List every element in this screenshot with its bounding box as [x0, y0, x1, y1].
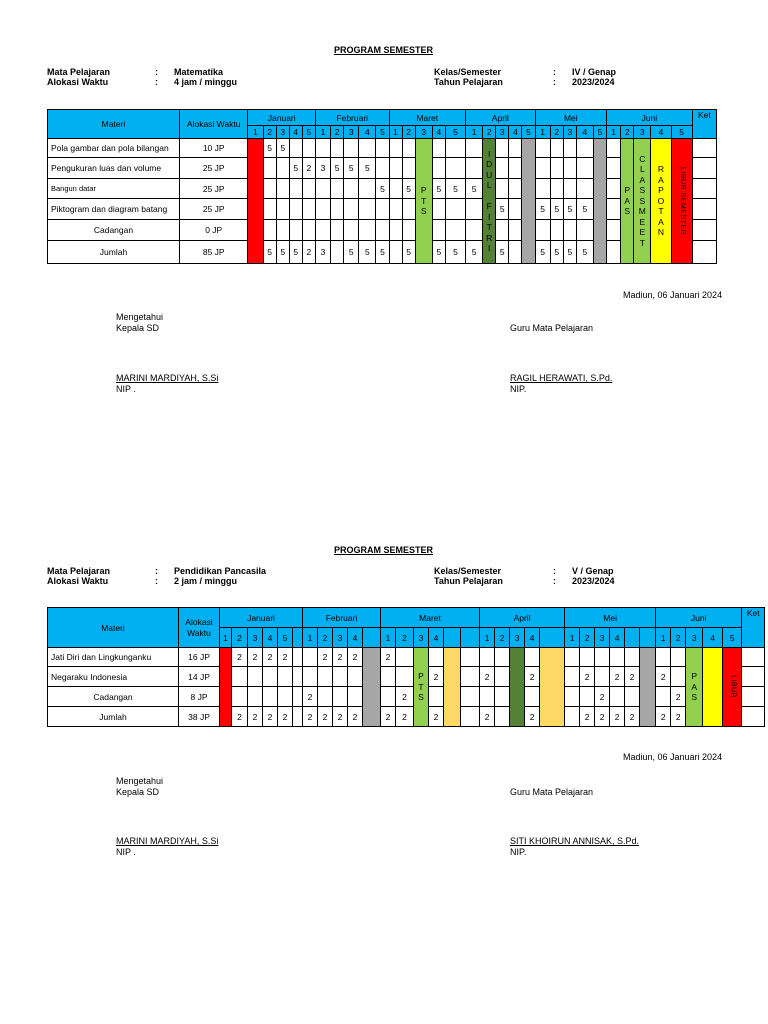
month-header: Juni [656, 608, 742, 628]
pas-label: P A S [624, 185, 631, 217]
doc1-colon: : [553, 67, 556, 77]
doc1-title: PROGRAM SEMESTER [334, 45, 434, 55]
doc2-kepala: Kepala SD [116, 787, 160, 797]
doc2-table [47, 607, 765, 727]
materi-cell: Negaraku Indonesia [48, 667, 179, 687]
doc2-colon: : [155, 566, 158, 576]
jp-cell: 10 JP [179, 139, 247, 158]
doc1-colon: : [155, 67, 158, 77]
materi-cell: Jumlah [48, 241, 180, 264]
week-header-row: 1 2 3 4 5 1 2 3 4 5 1 2 3 4 5 1 2 3 4 5 1 2 3 4 5 1 2 3 4 5 [48, 126, 717, 139]
doc1-kepala: Kepala SD [116, 323, 160, 333]
doc1-mapel-value: Matematika [174, 67, 224, 77]
jp-cell: 0 JP [179, 220, 247, 241]
doc1-kelas-label: Kelas/Semester [434, 67, 502, 77]
doc1-guru-name: RAGIL HERAWATI, S.Pd. [510, 373, 613, 383]
doc2-kelas-label: Kelas/Semester [434, 566, 502, 576]
doc1-mapel-label: Mata Pelajaran [47, 67, 111, 77]
jp-cell: 25 JP [179, 158, 247, 179]
month-header: April [480, 608, 565, 628]
jp-cell: 85 JP [179, 241, 247, 264]
table-row: Negaraku Indonesia 14 JP 2 2 2 2 2 2 2 [48, 667, 765, 687]
doc2-kelas-value: V / Genap [572, 566, 614, 576]
doc1-tahun-value: 2023/2024 [572, 77, 615, 87]
table-row: Pola gambar dan pola bilangan 10 JP 5 5 P T S I D U L F I T R I P A S C L A S S M E E T R A P O T A N LIBUR SEMESTER [48, 139, 717, 158]
doc2-mengetahui: Mengetahui [116, 776, 164, 786]
doc1-colon: : [155, 77, 158, 87]
materi-cell: Cadangan [48, 687, 179, 707]
materi-cell: Jumlah [48, 707, 179, 727]
jp-cell: 8 JP [179, 687, 220, 707]
doc1-date: Madiun, 06 Januari 2024 [623, 290, 723, 300]
doc2-mapel-label: Mata Pelajaran [47, 566, 111, 576]
table-row: Jati Diri dan Lingkunganku 16 JP 2 2 2 2 2 2 2 2 P T S P A S LIBUR [48, 648, 765, 667]
doc2-colon: : [155, 576, 158, 586]
jp-cell: 14 JP [179, 667, 220, 687]
doc2-title: PROGRAM SEMESTER [334, 545, 434, 555]
doc1-kelas-value: IV / Genap [572, 67, 617, 77]
doc2-colon: : [553, 566, 556, 576]
month-header: Mei [565, 608, 656, 628]
materi-cell: Pengukuran luas dan volume [48, 158, 180, 179]
materi-cell: Jati Diri dan Lingkunganku [48, 648, 179, 667]
materi-cell: Bangun datar [48, 179, 180, 199]
materi-cell: Piktogram dan diagram batang [48, 199, 180, 220]
doc1-table [47, 109, 717, 264]
doc2-tahun-value: 2023/2024 [572, 576, 615, 586]
jp-cell: 25 JP [179, 199, 247, 220]
header-alokasi: Alokasi Waktu [179, 608, 220, 648]
month-header: Juni [607, 110, 693, 126]
table-row: Piktogram dan diagram batang 25 JP 5 5 5 5 5 [48, 199, 717, 220]
table-row [48, 220, 717, 241]
doc1-alokasi-value: 4 jam / minggu [174, 77, 238, 87]
table-row: Bangun datar 25 JP 5 5 5 5 5 [48, 179, 717, 199]
month-header: Maret [389, 110, 466, 126]
header-materi: Materi [48, 110, 180, 139]
table-row: Jumlah 85 JP 5 5 5 2 3 5 5 5 5 5 5 5 5 5 5 5 5 [48, 241, 717, 264]
doc2-kepala-name: MARINI MARDIYAH, S.Si [116, 836, 219, 846]
doc2-guru: Guru Mata Pelajaran [510, 787, 594, 797]
libur-label: LIBUR [729, 675, 737, 699]
jp-cell: 16 JP [179, 648, 220, 667]
materi-cell: Cadangan [48, 220, 180, 241]
month-header: Januari [248, 110, 316, 126]
pts-label: P T S [420, 185, 427, 217]
month-header: Februari [315, 110, 389, 126]
doc2-alokasi-value: 2 jam / minggu [174, 576, 238, 586]
doc1-colon: : [553, 77, 556, 87]
doc1-guru: Guru Mata Pelajaran [510, 323, 594, 333]
month-header: Februari [303, 608, 381, 628]
idul-fitri-label: I D U L F I T R I [486, 148, 493, 253]
doc1-tahun-label: Tahun Pelajaran [434, 77, 503, 87]
doc2-mapel-value: Pendidikan Pancasila [174, 566, 267, 576]
doc2-alokasi-label: Alokasi Waktu [47, 576, 109, 586]
month-header: Mei [535, 110, 607, 126]
doc2-colon: : [553, 576, 556, 586]
table-row: Pengukuran luas dan volume 25 JP 5 2 3 5 5 5 [48, 158, 717, 179]
doc1-mengetahui: Mengetahui [116, 312, 164, 322]
header-alokasi: Alokasi Waktu [179, 110, 247, 139]
doc2-kepala-nip: NIP . [116, 847, 136, 857]
doc2-tahun-label: Tahun Pelajaran [434, 576, 503, 586]
month-header: Januari [220, 608, 303, 628]
doc1-guru-nip: NIP. [510, 384, 527, 394]
doc2-guru-name: SITI KHOIRUN ANNISAK, S.Pd. [510, 836, 640, 846]
header-ket: Ket [742, 608, 765, 648]
table-row: Cadangan 8 JP 2 2 2 2 [48, 687, 765, 707]
pts-label: P T S [418, 671, 424, 703]
month-header: April [466, 110, 536, 126]
table-row: Jumlah 38 JP 2 2 2 2 2 2 2 2 2 2 2 2 2 2 2 2 2 2 2 [48, 707, 765, 727]
rapotan-label: R A P O T A N [657, 164, 665, 238]
jp-cell: 25 JP [179, 179, 247, 199]
doc2-guru-nip: NIP. [510, 847, 527, 857]
month-header: Maret [381, 608, 480, 628]
libur-semester-label: LIBUR SEMESTER [678, 166, 686, 236]
materi-cell: Pola gambar dan pola bilangan [48, 139, 180, 158]
doc1-alokasi-label: Alokasi Waktu [47, 77, 109, 87]
pas-label: P A S [691, 671, 698, 703]
doc1-kepala-nip: NIP . [116, 384, 136, 394]
header-materi: Materi [48, 608, 179, 648]
doc2-date: Madiun, 06 Januari 2024 [623, 752, 723, 762]
jp-cell: 38 JP [179, 707, 220, 727]
classmeet-label: C L A S S M E E T [638, 153, 646, 248]
header-ket: Ket [692, 110, 716, 139]
week-header-row: 1 2 3 4 5 1 2 3 4 1 2 3 4 1 2 3 4 1 2 3 4 1 2 3 4 5 [48, 628, 765, 648]
doc1-kepala-name: MARINI MARDIYAH, S.Si [116, 373, 219, 383]
